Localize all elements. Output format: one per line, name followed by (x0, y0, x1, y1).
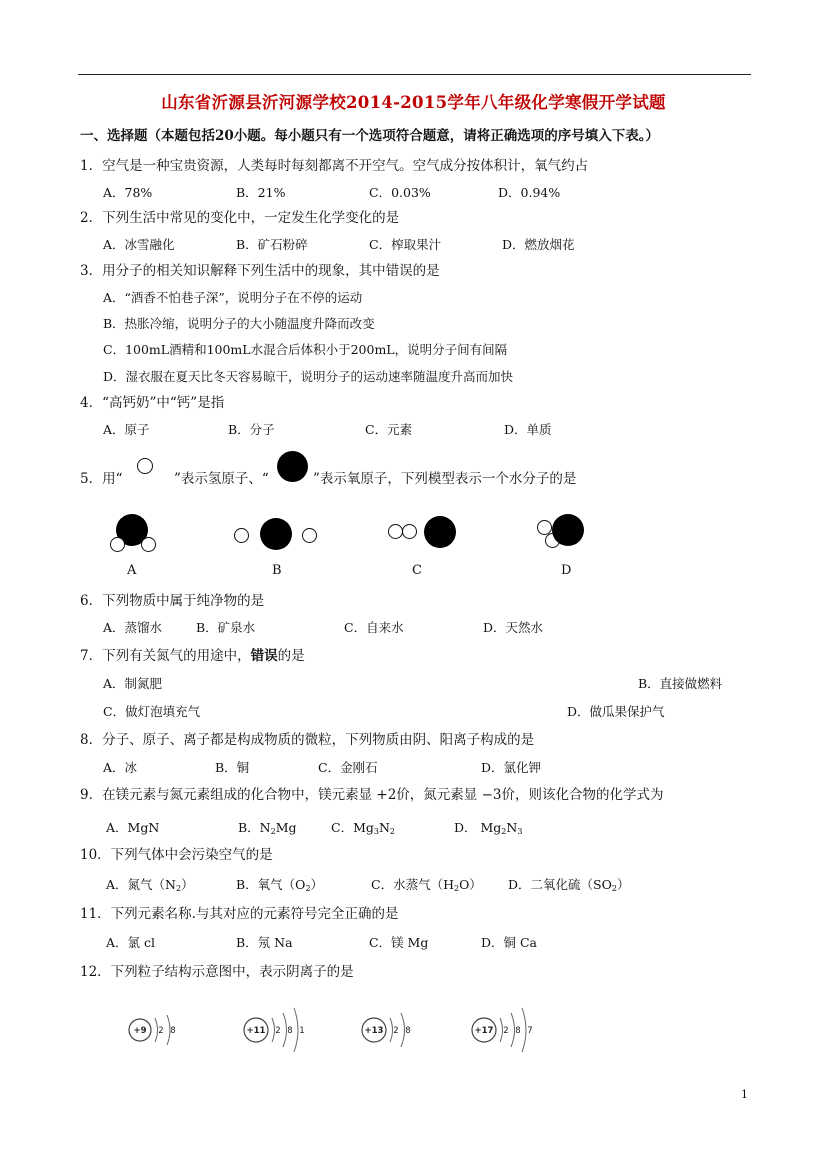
q1-option-b: B．21% (236, 185, 286, 200)
page-title: 山东省沂源县沂河源学校2014-2015学年八年级化学寒假开学试题 (161, 93, 666, 112)
question-9-stem: 9．在镁元素与氮元素组成的化合物中，镁元素显 +2价，氮元素显 −3价，则该化合物的化学式为 (80, 787, 664, 803)
q4-option-a: A．原子 (103, 422, 150, 437)
q4-option-c: C．元素 (365, 422, 413, 437)
question-1-stem: 1．空气是一种宝贵资源，人类每时每刻都离不开空气。空气成分按体积计，氧气约占 (80, 158, 589, 174)
q7-option-c: C．做灯泡填充气 (103, 704, 201, 719)
q3-option-a: A．“酒香不怕巷子深”，说明分子在不停的运动 (103, 290, 363, 305)
atom-diagram-d (472, 1008, 533, 1052)
q2-option-b: B．矿石粉碎 (236, 237, 308, 252)
q6-option-c: C．自来水 (344, 620, 404, 635)
q11-option-c: C．镁 Mg (369, 935, 429, 950)
question-11-stem: 11．下列元素名称.与其对应的元素符号完全正确的是 (80, 906, 399, 922)
shell-count: 2 (393, 1026, 399, 1036)
question-12-stem: 12．下列粒子结构示意图中，表示阴离子的是 (80, 964, 354, 980)
q10-option-d: D．二氧化硫$(SO_2)$ (508, 877, 630, 893)
q9-option-a: A．MgN (106, 820, 160, 835)
q11-option-a: A．氯 cl (106, 935, 155, 950)
shell-count: 8 (287, 1026, 293, 1036)
atom-diagram-b (244, 1008, 305, 1052)
q4-option-b: B．分子 (228, 422, 275, 437)
q2-option-c: C．榨取果汁 (369, 237, 442, 252)
nucleus-charge: +13 (364, 1026, 384, 1036)
q9-option-d: D． $Mg_2N_3$ (454, 820, 523, 836)
question-6-stem: 6．下列物质中属于纯净物的是 (80, 593, 265, 609)
q4-option-d: D．单质 (504, 422, 552, 437)
atom-diagram-a (129, 1015, 176, 1045)
question-5-stem-part2: ”表示氢原子、“ (174, 471, 269, 487)
shell-count: 7 (527, 1026, 533, 1036)
shell-count: 8 (170, 1026, 176, 1036)
q8-option-a: A．冰 (103, 760, 138, 775)
q7-option-d: D．做瓜果保护气 (567, 704, 665, 719)
q9-option-b: B．$N_2Mg$ (238, 820, 297, 836)
q8-option-b: B．铜 (215, 760, 250, 775)
q8-option-d: D．氯化钾 (481, 760, 542, 775)
q8-option-c: C．金刚石 (318, 760, 378, 775)
q6-option-b: B．矿泉水 (196, 620, 256, 635)
shell-count: 2 (503, 1026, 509, 1036)
q3-option-d: D．湿衣服在夏天比冬天容易晾干，说明分子的运动速率随温度升高而加快 (103, 369, 514, 384)
q10-option-c: C．水蒸气$(H_2O)$ (371, 877, 482, 893)
atom-diagram-c (362, 1013, 411, 1047)
q1-option-c: C．0.03% (369, 185, 431, 200)
q10-option-b: B．氧气$(O_2)$ (236, 877, 324, 893)
question-5-stem-part3: ”表示氧原子，下列模型表示一个水分子的是 (313, 471, 577, 487)
model-label-d: D (561, 563, 572, 578)
q11-option-b: B．氖 Na (236, 935, 293, 950)
shell-count: 8 (405, 1026, 411, 1036)
q7-option-a: A．制氮肥 (103, 676, 163, 691)
nucleus-charge: +9 (133, 1026, 147, 1036)
shell-count: 2 (275, 1026, 281, 1036)
page-number: 1 (741, 1088, 748, 1101)
question-10-stem: 10．下列气体中会污染空气的是 (80, 847, 273, 863)
q3-option-c: C．100mL酒精和100mL水混合后体积小于200mL，说明分子间有间隔 (103, 342, 508, 357)
q6-option-a: A．蒸馏水 (103, 620, 163, 635)
question-5-stem-part1: 5．用“ (80, 471, 123, 487)
nucleus-charge: +11 (246, 1026, 266, 1036)
question-2-stem: 2．下列生活中常见的变化中，一定发生化学变化的是 (80, 210, 400, 226)
q3-option-b: B．热胀冷缩，说明分子的大小随温度升降而改变 (103, 316, 375, 331)
model-label-a: A (127, 563, 137, 578)
q2-option-a: A．冰雪融化 (103, 237, 175, 252)
q10-option-a: A．氮气$(N_2)$ (106, 877, 194, 893)
question-4-stem: 4．“高钙奶”中“钙”是指 (80, 395, 225, 411)
section-heading: 一、选择题（本题包括20小题。每小题只有一个选项符合题意，请将正确选项的序号填入下表。） (80, 128, 660, 144)
question-7-stem: 7．下列有关氮气的用途中，错误的是 (80, 648, 305, 664)
q2-option-d: D．燃放烟花 (502, 237, 575, 252)
q1-option-d: D．0.94% (498, 185, 561, 200)
model-label-c: C (412, 563, 422, 578)
question-8-stem: 8．分子、原子、离子都是构成物质的微粒，下列物质由阴、阳离子构成的是 (80, 732, 535, 748)
shell-count: 2 (158, 1026, 164, 1036)
q11-option-d: D．铜 Ca (481, 935, 538, 950)
shell-count: 8 (515, 1026, 521, 1036)
nucleus-charge: +17 (474, 1026, 494, 1036)
q1-option-a: A．78% (103, 185, 153, 200)
q6-option-d: D．天然水 (483, 620, 544, 635)
q9-option-c: C．$Mg_3N_2$ (331, 820, 395, 836)
q7-option-b: B．直接做燃料 (638, 676, 723, 691)
shell-count: 1 (299, 1026, 305, 1036)
model-label-b: B (272, 563, 282, 578)
question-3-stem: 3．用分子的相关知识解释下列生活中的现象，其中错误的是 (80, 263, 440, 279)
